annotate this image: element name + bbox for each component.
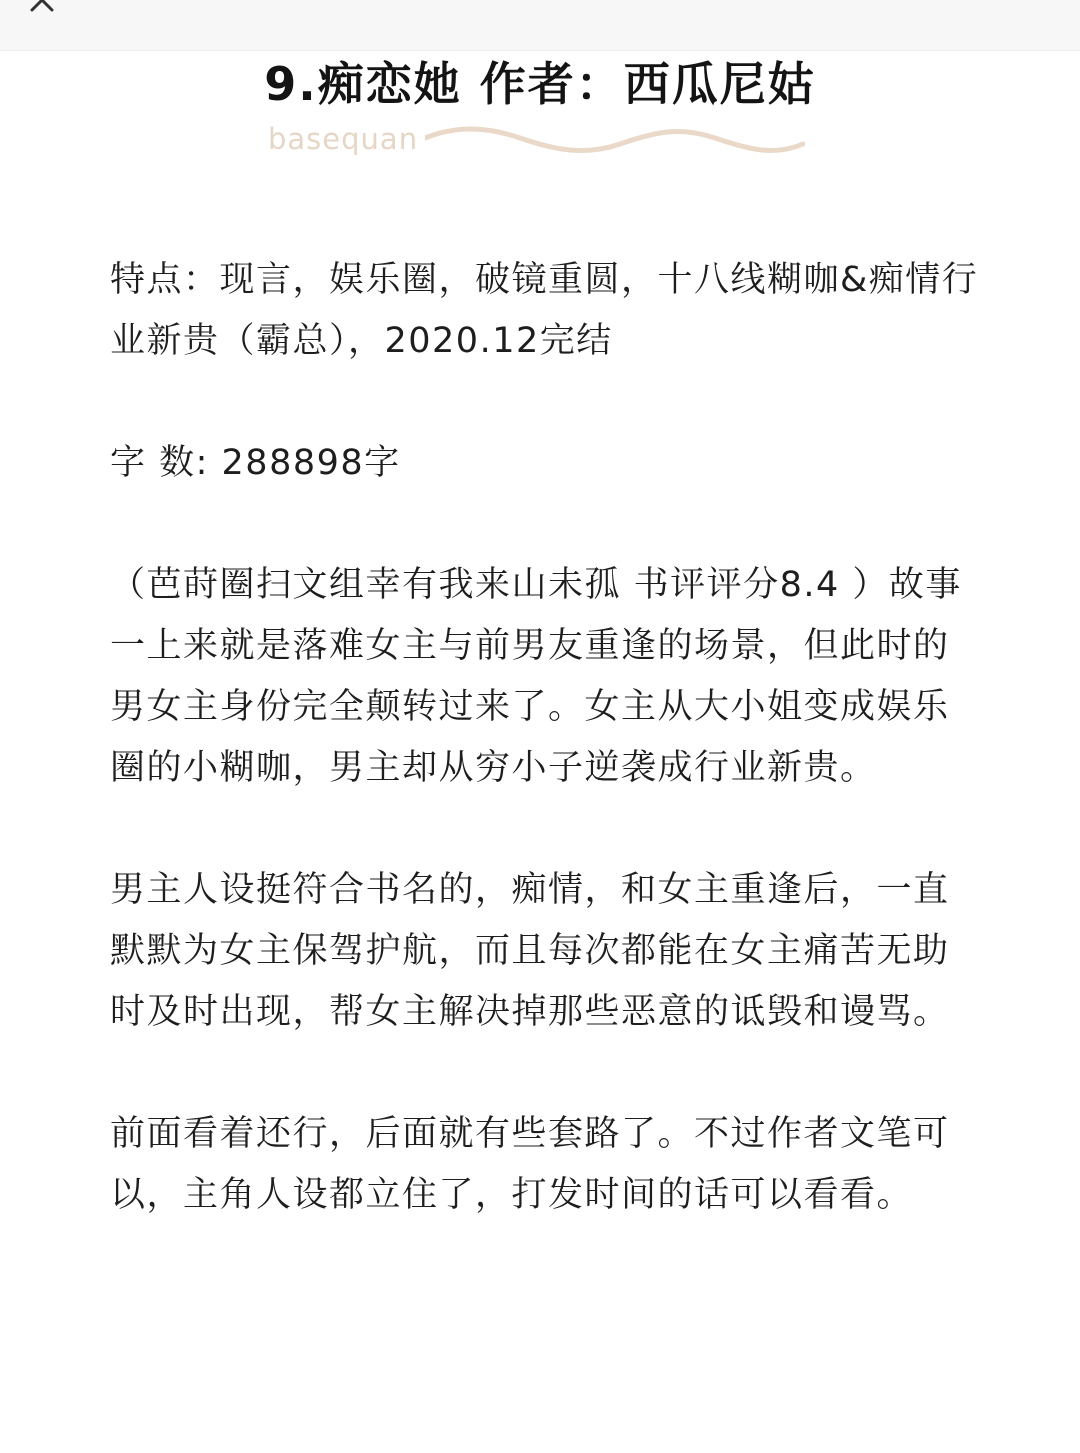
features-paragraph: 特点：现言，娱乐圈，破镜重圆，十八线糊咖&痴情行业新贵（霸总），2020.12完结 <box>110 260 979 361</box>
top-bar <box>0 0 1080 51</box>
article-title: 9.痴恋她 作者：西瓜尼姑 <box>264 57 816 111</box>
watermark-text: basequan <box>268 122 419 156</box>
article-body <box>110 250 980 1226</box>
review-intro-paragraph: （芭莳圈扫文组幸有我来山未孤 书评评分8.4 ）故事一上来就是落难女主与前男友重逢的场景，但此时的男女主身份完全颠转过来了。女主从大小姐变成娱乐圈的小糊咖，男主却从穷小子逆袭成行业新贵。 <box>110 565 962 788</box>
review-conclusion-paragraph: 前面看着还行，后面就有些套路了。不过作者文笔可以，主角人设都立住了，打发时间的话可以看看。 <box>110 1114 950 1215</box>
review-male-lead-paragraph: 男主人设挺符合书名的，痴情，和女主重逢后，一直默默为女主保驾护航，而且每次都能在女主痛苦无助时及时出现，帮女主解决掉那些恶意的诋毁和谩骂。 <box>110 870 950 1032</box>
close-icon[interactable] <box>28 0 56 14</box>
word-count-paragraph: 字 数: 288898字 <box>110 443 401 483</box>
wave-decoration-icon <box>425 124 805 160</box>
